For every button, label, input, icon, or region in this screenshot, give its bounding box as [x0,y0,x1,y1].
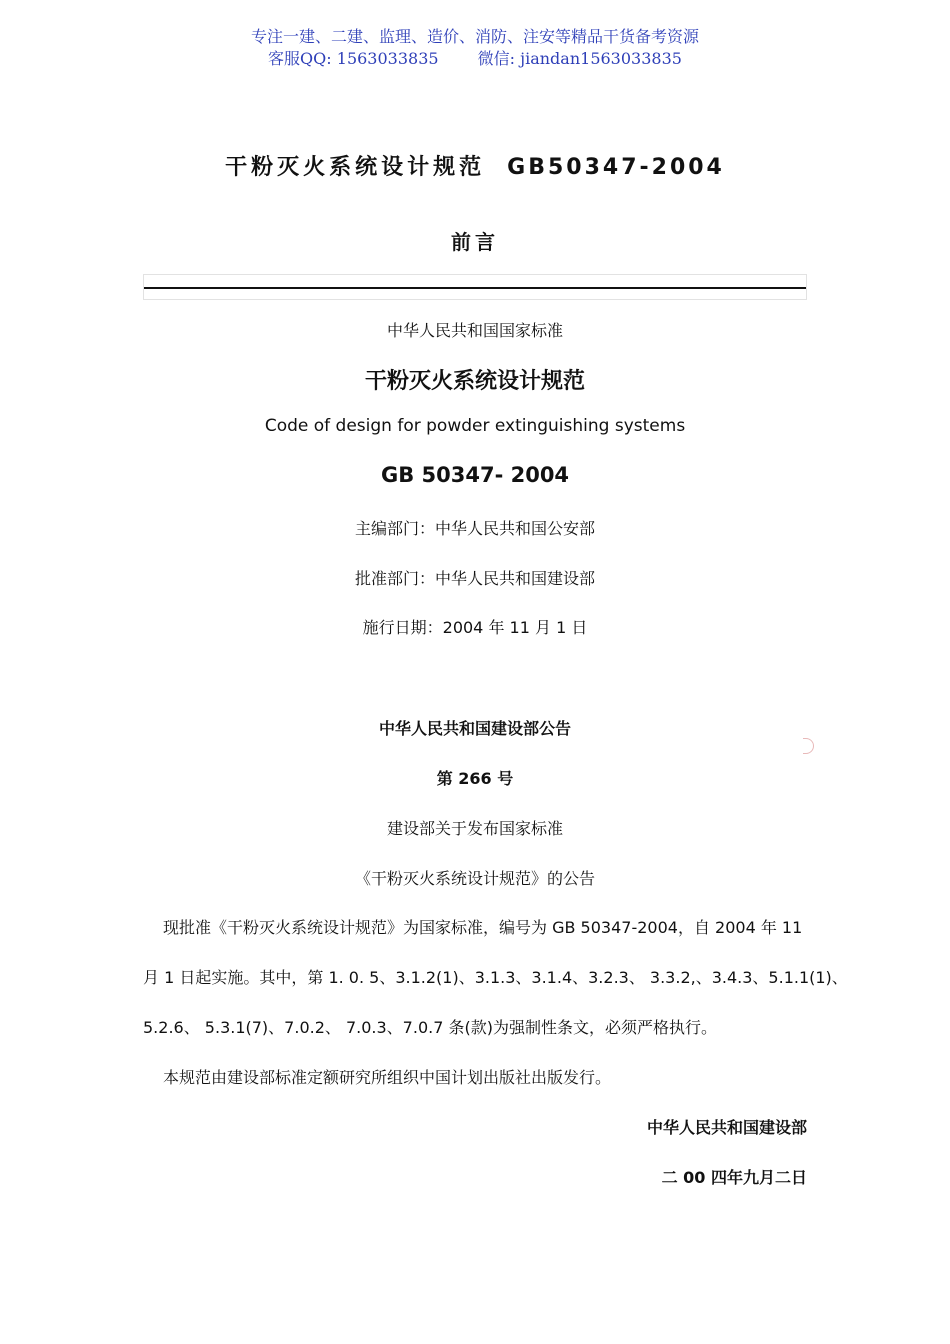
document-title-text: 干粉灭火系统设计规范 [225,155,486,180]
standard-name-en: Code of design for powder extinguishing systems [264,416,686,436]
document-title [0,150,950,181]
announcement-paragraph-2: 本规范由建设部标准定额研究所组织中国计划出版社出版发行。 [163,1068,612,1087]
announcement-paragraph-line-3: 5.2.6、 5.3.1(7)、7.0.2、 7.0.3、7.0.7 条(款)为强制性条文，必须严格执行。 [143,1018,717,1037]
standard-code: GB 50347- 2004 [380,463,570,487]
contact-qq: 客服QQ: 1563033835 [268,49,439,68]
header-contact-line [0,46,950,69]
header-promo-line: 专注一建、二建、监理、造价、消防、注安等精品干货备考资源 [250,27,699,46]
preface-heading: 前言 [451,230,499,254]
approval-department: 批准部门：中华人民共和国建设部 [354,569,595,588]
announcement-paragraph-line-1: 现批准《干粉灭火系统设计规范》为国家标准，编号为 GB 50347-2004，自 2004 年 11 [163,918,803,937]
signature-date: 二 00 四年九月二日 [661,1168,807,1187]
scan-artifact [803,738,814,754]
announcement-subtitle-2: 《干粉灭火系统设计规范》的公告 [354,869,595,888]
standard-type: 中华人民共和国国家标准 [386,321,563,340]
horizontal-rule [143,274,807,300]
standard-name-cn: 干粉灭火系统设计规范 [364,369,585,394]
signature-organization: 中华人民共和国建设部 [646,1118,807,1137]
announcement-issuer: 中华人民共和国建设部公告 [378,719,571,738]
announcement-number: 第 266 号 [436,769,514,788]
announcement-subtitle-1: 建设部关于发布国家标准 [386,819,563,838]
rule-line [144,287,806,289]
contact-wechat: 微信: jiandan1563033835 [477,49,682,68]
chief-department: 主编部门：中华人民共和国公安部 [354,519,595,538]
document-title-code: GB50347-2004 [507,155,725,180]
effective-date: 施行日期：2004 年 11 月 1 日 [362,618,588,637]
announcement-paragraph-line-2: 月 1 日起实施。其中，第 1. 0. 5、3.1.2(1)、3.1.3、3.1.4、3.2.3、 3.3.2,、3.4.3、5.1.1(1)、 [143,968,848,987]
